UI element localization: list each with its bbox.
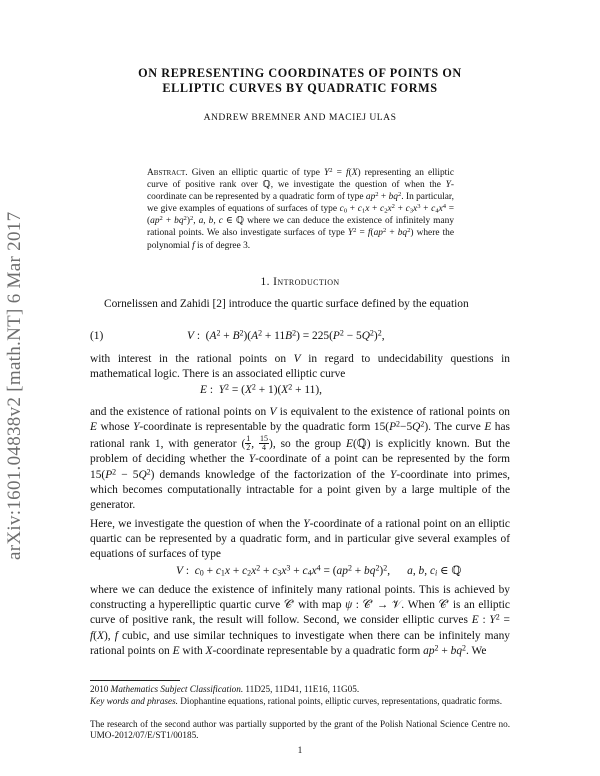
text-run: Diophantine equations, rational points, elliptic curves, representations, quadratic forms. [180, 696, 502, 706]
text-run: cubic, and use similar techniques to investigate when there can be infinitely many rational points on [90, 629, 510, 657]
paper-title-line-1: ON REPRESENTING COORDINATES OF POINTS ON [138, 66, 462, 80]
text-run: 2010 [90, 684, 109, 694]
text-run: Here, we investigate the question of when the [90, 518, 301, 530]
text-run: Mathematics Subject Classification. [110, 684, 244, 694]
section-heading [90, 276, 510, 288]
text-run: -coordinate of a rational point on an elliptic quartic can be represented by a quadratic form, and in particular give several examples of equations of surfaces of type [90, 518, 510, 561]
intro-paragraph-5: where we can deduce the existence of infinitely many rational points. This is achieved by constructing a hyperelliptic quartic curve 𝒞′ with map ψ : 𝒞′ → 𝒱. When 𝒞′ is an elliptic curve of positive rank, the result will follow. Second, we consider elliptic curves E : $Y^2 = f(X)$, f cubic, and use similar techniques to investigate when there can be infinitely many rational points on E with X-coordinate representable by a quadratic form $ap^2 + bq^2$. We [90, 584, 510, 657]
text-run: is an elliptic curve of positive rank, the result will follow. Second, we consider elliptic curves [90, 599, 510, 627]
intro-paragraph-2: with interest in the rational points on V in regard to undecidability questions in mathematical logic. There is an associated elliptic curve [90, 353, 511, 381]
text-run: has rational rank 1, with generator [90, 421, 510, 451]
text-run: with map [298, 599, 342, 612]
text-run: with [182, 644, 203, 657]
intro-paragraph-1: Cornelissen and Zahidi [2] introduce the quartic surface defined by the equation [104, 298, 469, 310]
text-run: . The curve [428, 421, 481, 434]
text-run: is explicitly known. But the problem of deciding whether the [90, 438, 510, 466]
text-run: is equivalent to the existence of rational points on [279, 406, 511, 418]
section-number: 1. [260, 276, 270, 288]
text-run: -coordinate representable by a quadratic form [212, 644, 421, 657]
paper-title-line-2: ELLIPTIC CURVES BY QUADRATIC FORMS [162, 81, 438, 95]
equation-1: V : $(A^2 + B^2)(A^2 + 11B^2) = 225(P^2 - 5Q^2)^2$, [187, 328, 385, 342]
abstract-text: . In particular, we give examples of equations of surfaces of type [147, 192, 454, 215]
footnote-rule [90, 680, 180, 681]
text-run: . When [401, 599, 435, 612]
abstract-text: where the polynomial [147, 228, 455, 251]
text-run: 11D25, 11D41, 11E16, 11G05. [245, 684, 360, 694]
text-run: with interest in the rational points on [90, 353, 287, 365]
text-run: where we can deduce the existence of infinitely many rational points. This is achieved by constructing a hyperelliptic quartic curve [90, 584, 510, 612]
text-run: -coordinate of a point can be represented by the form [255, 453, 510, 466]
abstract-text: where we can deduce the existence of infinitely many rational points. We also investigate surfaces of type [147, 216, 455, 239]
text-run: -coordinate is representable by the quadratic form [139, 421, 371, 434]
text-run: whose [100, 421, 130, 434]
text-run: demands knowledge of the factorization of the [159, 468, 385, 481]
abstract: Abstract. Given an elliptic quartic of type $Y^2 = f(X)$ representing an elliptic curve of positive rank over ℚ, we investigate the question of when the Y-coordinate can be represented by a quadratic form of type $ap^2 + bq^2$. In particular, we give examples of equations of surfaces of type $c_0 + c_1x + c_2x^2 + c_3x^3 + c_4x^4 = (ap^2 + bq^2)^2$, a, b, c ∈ ℚ where we can deduce the existence of infinitely many rational points. We also investigate surfaces of type $Y^2 = f(ap^2 + bq^2)$ where the polynomial f is of degree 3. [147, 167, 455, 251]
intro-paragraph-3: and the existence of rational points on V is equivalent to the existence of rational points on E whose Y-coordinate is representable by the quadratic form $15(P^2-5Q^2)$. The curve E has rational rank 1, with generator ( $\frac{1}{2}$ , $\frac{15}{4}$ ), so the group E(ℚ) is explicitly known. But the problem of deciding whether the Y-coordinate of a point can be represented by the form $15(P^2 - 5Q^2)$ demands knowledge of the factorization of the Y-coordinate into primes, which becomes computationally intractable for a point given by a large multiple of the generator. [90, 406, 511, 512]
page-number: 1 [297, 746, 303, 756]
text-run: in regard to undecidability questions in mathematical logic. There is an associated elliptic curve [90, 353, 511, 381]
equation-number: (1) [90, 330, 104, 342]
abstract-text: , we investigate the question of when the [270, 180, 441, 191]
authors: ANDREW BREMNER AND MACIEJ ULAS [203, 112, 397, 123]
intro-paragraph-4: Here, we investigate the question of when the Y-coordinate of a rational point on an elliptic quartic can be represented by a quadratic form, and in particular give several examples of equations of surfaces of type [90, 518, 510, 561]
text-run: , so the group [272, 438, 342, 451]
text-run: . We [466, 644, 487, 657]
footnote-grant: The research of the second author was partially supported by the grant of the Polish National Science Centre no. UMO-2012/07/E/ST1/00185. [90, 719, 510, 741]
abstract-text: is of degree 3. [197, 240, 251, 251]
abstract-text: Given an elliptic quartic of type [191, 168, 320, 178]
footnote-msc [90, 684, 510, 695]
text-run: and the existence of rational points on [90, 406, 267, 418]
footnote-keywords [90, 696, 510, 707]
abstract-label: Abstract. [147, 168, 188, 178]
abstract-text: -coordinate can be represented by a quadratic form of type [147, 180, 454, 203]
text-run: Key words and phrases. [90, 696, 178, 706]
text-run: -coordinate into primes, which becomes computationally intractable for a point given by a large multiple of the generator. [90, 468, 510, 512]
section-name: Introduction [273, 276, 340, 288]
arxiv-stamp: arXiv:1601.04838v2 [math.NT] 6 Mar 2017 [4, 211, 25, 560]
abstract-text: representing an elliptic curve of positive rank over [147, 168, 455, 191]
equation-elliptic-curve: E : $Y^2 = (X^2 + 1)(X^2 + 11)$, [200, 382, 322, 396]
equation-surface: V : $c_0 + c_1x + c_2x^2 + c_3x^3 + c_4x^4 = (ap^2 + bq^2)^2$, a, b, $c_i$ ∈ ℚ [176, 563, 462, 578]
